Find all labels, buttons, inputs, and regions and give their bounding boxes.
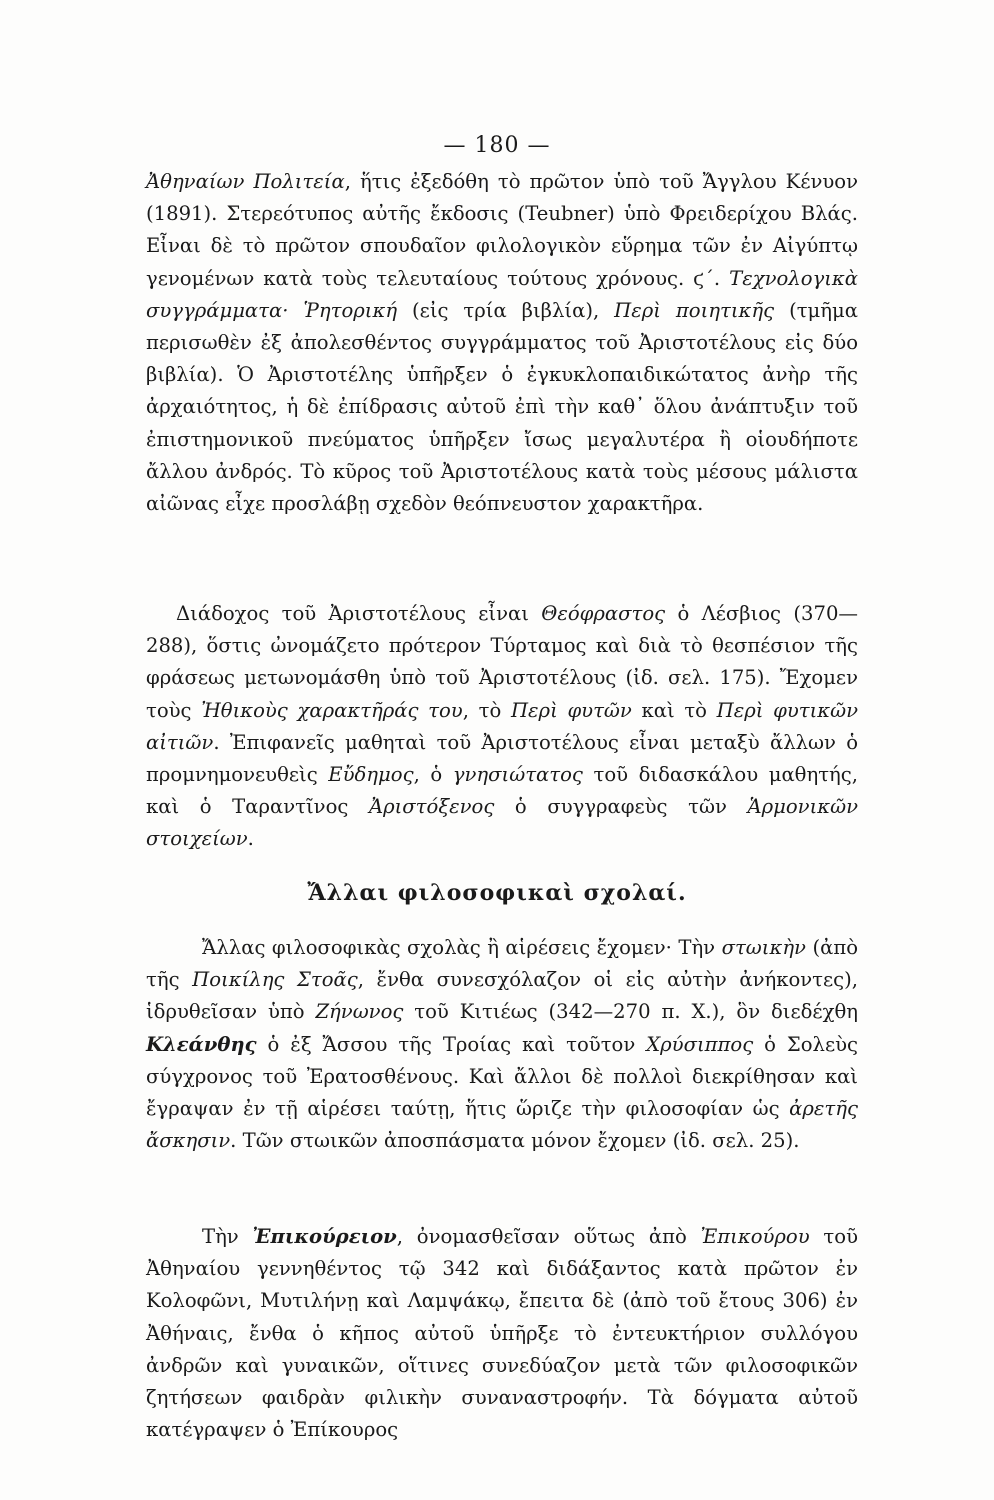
paragraph-text: ὁ Λέσβιος (370—288), ὅστις ὠνομάζετο πρότερον Τύρταμος καὶ διὰ τὸ θεσπέσιον τῆς φράσεως μετωνομάσθη ὑπὸ τοῦ Ἀριστοτέλους (ἰδ. σελ. 175). Ἔχομεν τοὺς [146,602,859,722]
paragraph-text: . [247,827,254,851]
name-theophrastus: Θεόφραστος [541,602,666,625]
place-stoa-poikile: Ποικίλης Στοᾶς [192,968,358,992]
phrase-practice-of-virtue: ἀρετῆς ἄσκησιν [146,1097,858,1153]
paragraph-text: Τὴν [202,1225,253,1248]
work-title-characters: Ἠθικοὺς χαρακτῆράς του [201,698,463,722]
paragraph-text: ὁ Σολεὺς σύγχρονος τοῦ Ἐρατοσθένους. Καὶ ἄλλοι δὲ πολλοὶ διεκρίθησαν καὶ ἔγραψαν ἐν τῇ αἱρέσει ταύτῃ, ἥτις ὥριζε τὴν φιλοσοφίαν ὡς [146,1032,858,1121]
paragraph-text: , ἥτις ἐξεδόθη τὸ πρῶτον ὑπὸ τοῦ Ἄγγλου Κένυον (1891). Στερεότυπος αὐτῆς ἔκδοσις (Teubner) ὑπὸ Φρειδερίχου Βλάς. Εἶναι δὲ τὸ πρῶτον σπουδαῖον φιλολογικὸν εὕρημα τῶν ἐν Αἰγύπτῳ γενομένων κατὰ τοὺς τελευταίους τούτους χρόνους. ϛ΄. [146,170,858,290]
paragraph-epicurean-school [146,1221,858,1446]
paragraph-text: . Τῶν στωικῶν ἀποσπάσματα μόνον ἔχομεν (ἰδ. σελ. 25). [230,1129,800,1153]
section-heading: Ἄλλαι φιλοσοφικαὶ σχολαί. [307,880,687,906]
paragraph-text: καὶ τὸ [631,698,717,722]
name-cleanthes: Κλεάνθης [146,1032,257,1056]
paragraph-text: (τμῆμα περισωθὲν ἐξ ἀπολεσθέντος συγγράμματος τοῦ Ἀριστοτέλους εἰς δύο βιβλία). Ὁ Ἀριστοτέλης ὑπῆρξεν ὁ ἐγκυκλοπαιδικώτατος ἀνὴρ τῆς ἀρχαιότητος, ἡ δὲ ἐπίδρασις αὐτοῦ ἐπὶ τὴν καθ᾽ ὅλου ἀνάπτυξιν τοῦ ἐπιστημονικοῦ πνεύματος ὑπῆρξεν ἴσως μεγαλυτέρα ἢ οἱουδήποτε ἄλλου ἀνδρός. Τὸ κῦρος τοῦ Ἀριστοτέλους κατὰ τοὺς μέσους μάλιστα αἰῶνας εἶχε προσλάβῃ σχεδὸν θεόπνευστον χαρακτῆρα. [146,298,858,516]
name-aristoxenus: Ἀριστόξενος [368,795,495,819]
paragraph-text: Διάδοχος τοῦ Ἀριστοτέλους εἶναι [176,602,542,625]
work-title-technical-writings: Τεχνολογικὰ συγγράμματα· Ῥητορική [146,266,858,322]
paragraph-text: , ὀνομασθεῖσαν οὕτως ἀπὸ [396,1225,701,1248]
paragraph-athenian-constitution [146,166,858,520]
name-eudemus: Εὔδημος [328,763,414,787]
paragraph-stoic-school [146,932,858,1157]
work-title-plant-causes: Περὶ φυτικῶν αἰτιῶν [146,698,859,754]
paragraph-text: (ἀπὸ τῆς [146,936,859,992]
name-epicurus: Ἐπικούρου [700,1225,810,1248]
paragraph-text: τοῦ Ἀθηναίου γεννηθέντος τῷ 342 καὶ διδάξαντος κατὰ πρῶτον ἐν Κολοφῶνι, Μυτιλήνῃ καὶ Λαμψάκῳ, ἔπειτα δὲ (ἀπὸ τοῦ ἔτους 306) ἐν Ἀθήναις, ἔνθα ὁ κῆπος αὐτοῦ ὑπῆρξε τὸ ἐντευκτήριον συλλόγου ἀνδρῶν καὶ γυναικῶν, οἵτινες συνεδύαζον μετὰ τῶν φιλοσοφικῶν ζητήσεων φαιδρὰν φιλικὴν συναναστροφήν. Τὰ δόγματα αὐτοῦ κατέγραψεν ὁ Ἐπίκουρος [146,1225,858,1442]
paragraph-successors [146,598,858,856]
paragraph-text: , ὁ [413,763,453,787]
paragraph-text: , τὸ [462,698,511,722]
work-title-harmonics: Ἁρμονικῶν στοιχείων [146,795,859,851]
paragraph-text: τοῦ Κιτιέως (342—270 π. Χ.), ὃν διεδέχθη [403,1000,858,1024]
paragraph-text: ὁ συγγραφεὺς τῶν [494,795,748,819]
term-epicurean: Ἐπικούρειον [252,1225,397,1248]
name-chrysippus: Χρύσιππος [646,1032,754,1056]
epithet-most-genuine: γνησιώτατος [452,763,583,787]
paragraph-text: Ἄλλας φιλοσοφικὰς σχολὰς ἢ αἱρέσεις ἔχομεν· Τὴν [202,936,722,959]
term-stoic: στωικὴν [721,936,806,959]
name-zeno: Ζήνωνος [315,1000,404,1024]
work-title-athenaion-politeia: Ἀθηναίων Πολιτεία [146,170,345,193]
paragraph-text: (εἰς τρία βιβλία), [397,298,615,322]
paragraph-text: τοῦ διδασκάλου μαθητής, καὶ ὁ Ταραντῖνος [146,763,858,819]
page-number: — 180 — [443,133,551,158]
paragraph-text: . Ἐπιφανεῖς μαθηταὶ τοῦ Ἀριστοτέλους εἶναι μεταξὺ ἄλλων ὁ προμνημονευθεὶς [146,730,858,787]
work-title-poetics: Περὶ ποιητικῆς [614,298,775,322]
paragraph-text: ὁ ἐξ Ἄσσου τῆς Τροίας καὶ τοῦτον [256,1032,647,1056]
work-title-on-plants: Περὶ φυτῶν [510,698,632,722]
paragraph-text: , ἔνθα συνεσχόλαζον οἱ εἰς αὐτὴν ἀνήκοντες), ἱδρυθεῖσαν ὑπὸ [146,968,859,1024]
